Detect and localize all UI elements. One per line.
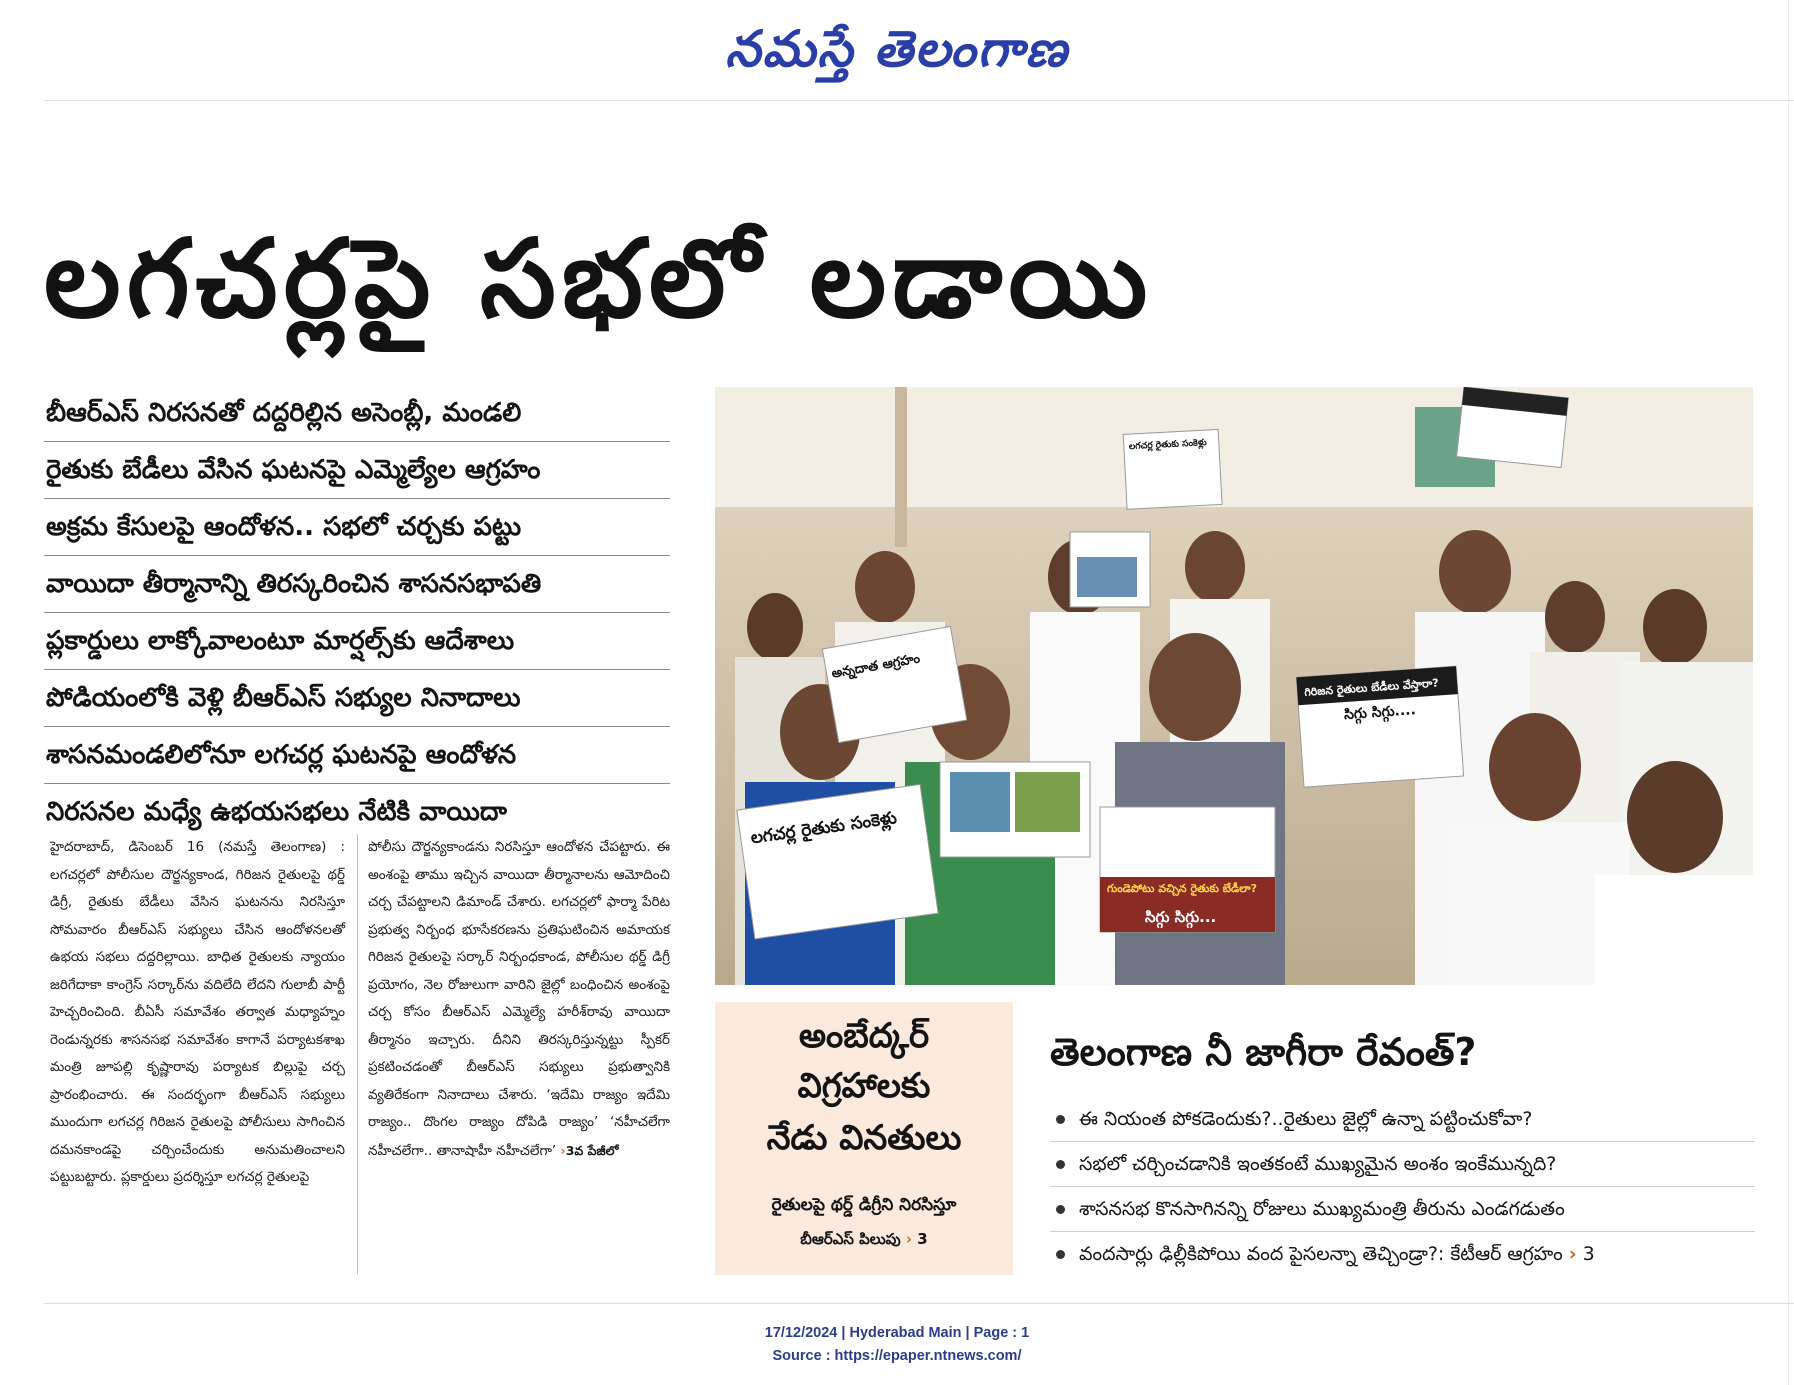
bullet-text: వందసార్లు ఢిల్లీకిపోయి వంద పైసలన్నా తెచ్చిండ్రా?: కేటీఆర్ ఆగ్రహం (1079, 1243, 1563, 1265)
box-subtitle: రైతులపై థర్డ్ డిగ్రీని నిరసిస్తూ (771, 1195, 957, 1215)
bullet-text: శాసనసభ కొనసాగినన్ని రోజులు ముఖ్యమంత్రి తీరును ఎండగడుతం (1079, 1198, 1565, 1220)
placard-text: సిగ్గు సిగ్గు... (1145, 908, 1217, 926)
deck-line: బీఆర్ఎస్ నిరసనతో దద్దరిల్లిన అసెంబ్లీ, మండలి (44, 385, 670, 442)
placard (1100, 807, 1275, 932)
continued-marker (561, 1143, 619, 1158)
bullet-text: ఈ నియంత పోకడెందుకు?..రైతులు జైల్లో ఉన్నా పట్టించుకోవా? (1079, 1108, 1533, 1130)
placard (1123, 429, 1222, 509)
bullet-text: సభలో చర్చించడానికి ఇంతకంటే ముఖ్యమైన అంశం ఇంకేమున్నది? (1079, 1153, 1557, 1175)
deck-line: ప్లకార్డులు లాక్కోవాలంటూ మార్షల్స్‌కు ఆదేశాలు (44, 613, 670, 670)
sidebar-story-box (715, 1002, 1013, 1275)
bullet-item (1050, 1232, 1755, 1276)
bullet-item (1050, 1142, 1755, 1187)
placard (1457, 387, 1569, 468)
continued-page-label: 3వ పేజీలో (565, 1142, 619, 1158)
bullet-dot-icon (1056, 1250, 1065, 1259)
masthead-title: నమస్తే తెలంగాణ (725, 19, 1069, 78)
body-column-1: హైదరాబాద్, డిసెంబర్ 16 (నమస్తే తెలంగాణ) : లగచర్లలో పోలీసుల దౌర్జన్యకాండ, గిరిజన రైతులపై థర్డ్ డిగ్రీ, రైతుకు బేడీలు వేసిన ఘటనను నిరసిస్తూ సోమవారం బీఆర్ఎస్ సభ్యులు చేసిన ఆందోళనలతో ఉభయ సభలు దద్దరిల్లాయి. బాధిత రైతులకు న్యాయం జరిగేదాకా కాంగ్రెస్ సర్కార్‌ను వదిలేది లేదని గులాబీ పార్టీ హెచ్చరించింది. బీఏసీ సమావేశం తర్వాత మధ్యాహ్నం రెండున్నరకు శాసనసభ సమావేశం కాగానే పర్యాటకశాఖ మంత్రి జూపల్లి కృష్ణారావు పర్యాటక బిల్లుపై చర్చ ప్రారంభించారు. ఈ సందర్భంగా బీఆర్ఎస్ సభ్యులు ముందుగా లగచర్ల గిరిజన రైతులపై పోలీసులు సాగించిన దమనకాండపై చర్చించేందుకు అనుమతించాలని పట్టుబట్టారు. ప్లకార్డులు ప్రదర్శిస్తూ లగచర్ల రైతులపై (50, 839, 345, 1185)
continue-arrow-icon: › (560, 1142, 566, 1158)
box-title-line: నేడు వినతులు (766, 1118, 962, 1158)
placard-text: లగచర్ల రైతుకు సంకెళ్లు (1128, 438, 1207, 453)
placard-text: సిగ్గు సిగ్గు.... (1343, 702, 1417, 724)
placard (737, 784, 938, 938)
placard-text: గుండెపోటు వచ్చిన రైతుకు బేడీలా? (1107, 882, 1258, 895)
bullet-dot-icon (1056, 1205, 1065, 1214)
right-story-headline: తెలంగాణ నీ జాగీరా రేవంత్? (1050, 1030, 1477, 1074)
deck-line: వాయిదా తీర్మానాన్ని తిరస్కరించిన శాసనసభాపతి (44, 556, 670, 613)
placard-text: గిరిజన రైతులు బేడీలు వేస్తారా? (1303, 676, 1440, 699)
bullet-dot-icon (1056, 1115, 1065, 1124)
placard (1070, 532, 1150, 607)
placard (1296, 666, 1463, 787)
deck-line: నిరసనల మధ్యే ఉభయసభలు నేటికి వాయిదా (46, 797, 507, 827)
deck-line: అక్రమ కేసులపై ఆందోళన.. సభలో చర్చకు పట్టు (44, 499, 670, 556)
deck-list (44, 385, 670, 840)
right-story-bullets (1050, 1097, 1755, 1276)
placard-text: అన్నదాత ఆగ్రహం (830, 651, 922, 682)
placard-text: లగచర్ల రైతుకు సంకెళ్లు (749, 808, 898, 849)
column-divider (357, 834, 358, 1274)
main-headline: లగచర్లపై సభలో లడాయి (44, 217, 1154, 342)
body-column-2 (368, 834, 670, 1165)
box-title-line: విగ్రహాలకు (797, 1066, 931, 1106)
bullet-dot-icon (1056, 1160, 1065, 1169)
deck-line: రైతుకు బేడీలు వేసిన ఘటనపై ఎమ్మెల్యేల ఆగ్రహం (44, 442, 670, 499)
box-page-ref: 3 (917, 1230, 928, 1248)
page-arrow-icon: › (1568, 1243, 1577, 1265)
footer-source: Source : https://epaper.ntnews.com/ (772, 1348, 1022, 1364)
placard (940, 762, 1090, 857)
lead-photo (715, 387, 1753, 985)
box-title-line: అంబేద్కర్ (798, 1016, 930, 1056)
protest-photo (715, 387, 1753, 985)
footer-meta: 17/12/2024 | Hyderabad Main | Page : 1 (764, 1325, 1030, 1341)
deck-line: శాసనమండలిలోనూ లగచర్ల ఘటనపై ఆందోళన (44, 727, 670, 784)
deck-line: పోడియంలోకి వెళ్లి బీఆర్ఎస్ సభ్యుల నినాదాలు (44, 670, 670, 727)
body-column-2-text: పోలీసు దౌర్జన్యకాండను నిరసిస్తూ ఆందోళన చేపట్టారు. ఈ అంశంపై తాము ఇచ్చిన వాయిదా తీర్మానాలను ఆమోదించి చర్చ చేపట్టాలని డిమాండ్ చేశారు. లగచర్లలో ఫార్మా పేరిట ప్రభుత్వ నిర్బంధ భూసేకరణను ప్రతిఘటించిన అమాయక గిరిజన రైతులపై సర్కార్ నిర్బంధకాండ, పోలీసుల థర్డ్ డిగ్రీ ప్రయోగం, నెల రోజులుగా వారిని జైల్లో బంధించిన అంశంపై చర్చ కోసం బీఆర్ఎస్ ఎమ్మెల్యే హరీశ్‌రావు వాయిదా తీర్మానం ఇచ్చారు. దీనిని తిరస్కరిస్తున్నట్టు స్పీకర్ ప్రకటించడంతో బీఆర్ఎస్ సభ్యులు ప్రభుత్వానికి వ్యతిరేకంగా నినాదాలు చేశారు. ‘ఇదేమి రాజ్యం ఇదేమి రాజ్యం.. దొంగల రాజ్యం దోపిడి రాజ్యం’ ‘నహీచలేగా నహీచలేగా.. తానాషాహీ నహీచలేగా’ (368, 839, 670, 1159)
page-arrow-icon: › (905, 1230, 918, 1248)
page-edge-rule (1788, 0, 1789, 1385)
masthead (0, 8, 1794, 90)
footer-divider (44, 1303, 1794, 1304)
masthead-divider (44, 100, 1794, 101)
box-reference (715, 1230, 1013, 1252)
bullet-item (1050, 1097, 1755, 1142)
bullet-item (1050, 1187, 1755, 1232)
box-reference-label: బీఆర్ఎస్ పిలుపు (800, 1230, 901, 1248)
bullet-page-ref: 3 (1582, 1243, 1595, 1265)
